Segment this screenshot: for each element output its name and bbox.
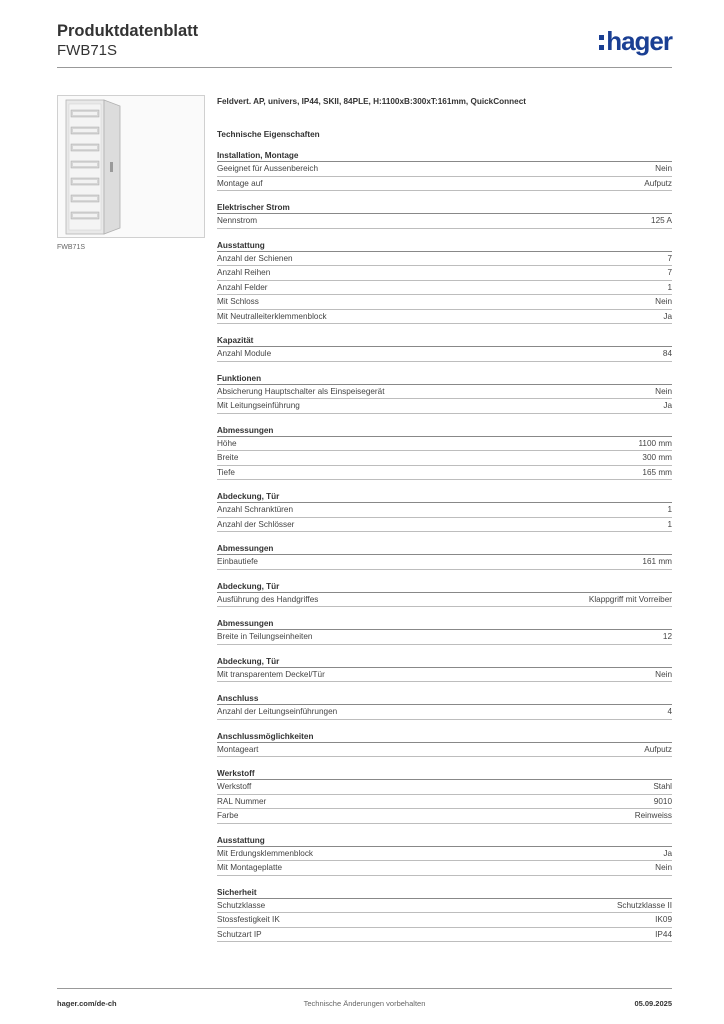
spec-value: 1 — [667, 282, 672, 292]
spec-row — [217, 847, 672, 862]
logo-text: hager — [606, 26, 672, 56]
spec-row — [217, 555, 672, 570]
spec-groups — [217, 149, 672, 942]
spec-label: Nennstrom — [217, 216, 258, 225]
spec-group — [217, 617, 672, 645]
spec-row — [217, 214, 672, 229]
spec-label: Höhe — [217, 438, 237, 448]
spec-value: Reinweiss — [634, 811, 672, 820]
spec-row — [217, 347, 672, 362]
spec-row — [217, 743, 672, 758]
spec-label: Breite in Teilungseinheiten — [217, 632, 313, 641]
spec-group — [217, 692, 672, 720]
spec-value: Stahl — [653, 782, 672, 791]
spec-row — [217, 466, 672, 481]
product-code: FWB71S — [57, 42, 118, 59]
spec-label: Absicherung Hauptschalter als Einspeisegerät — [217, 386, 385, 396]
spec-group — [217, 580, 672, 608]
document-title: Produktdatenblatt — [57, 22, 199, 40]
spec-row — [217, 437, 672, 452]
spec-label: Anzahl Module — [217, 349, 272, 358]
spec-value: Ja — [663, 848, 672, 858]
spec-value: 12 — [662, 632, 672, 641]
spec-group — [217, 372, 672, 414]
spec-label: Mit Schloss — [217, 297, 259, 306]
footer-date: 05.09.2025 — [634, 999, 672, 1008]
spec-row — [217, 780, 672, 795]
page-header — [57, 22, 672, 68]
spec-value: Nein — [655, 386, 672, 396]
spec-row — [217, 518, 672, 533]
spec-row — [217, 385, 672, 400]
spec-value: IK09 — [655, 915, 672, 924]
spec-value: 9010 — [653, 796, 672, 806]
logo-dots-icon — [599, 34, 604, 51]
spec-group — [217, 201, 672, 229]
spec-label: Anzahl der Schienen — [217, 253, 293, 263]
spec-label: Montageart — [217, 744, 259, 754]
spec-value: Nein — [655, 863, 672, 872]
spec-label: Mit transparentem Deckel/Tür — [217, 669, 325, 679]
spec-group-title: Abdeckung, Tür — [217, 490, 672, 503]
spec-row — [217, 266, 672, 281]
footer-disclaimer: Technische Änderungen vorbehalten — [303, 999, 426, 1008]
image-caption: FWB71S — [57, 244, 86, 251]
spec-value: 1100 mm — [638, 438, 672, 448]
spec-label: Geeignet für Aussenbereich — [217, 164, 319, 173]
spec-row — [217, 399, 672, 414]
spec-group-title: Werkstoff — [217, 767, 672, 780]
spec-label: Farbe — [217, 811, 239, 820]
spec-group — [217, 424, 672, 481]
footer-website: hager.com/de-ch — [57, 999, 117, 1008]
spec-row — [217, 809, 672, 824]
spec-row — [217, 668, 672, 683]
spec-row — [217, 503, 672, 518]
spec-label: Tiefe — [217, 467, 235, 477]
spec-label: RAL Nummer — [217, 796, 267, 806]
product-image — [57, 95, 205, 238]
spec-group — [217, 334, 672, 362]
spec-group — [217, 239, 672, 325]
spec-group-title: Elektrischer Strom — [217, 201, 672, 214]
spec-value: 7 — [667, 253, 672, 263]
spec-group — [217, 834, 672, 876]
spec-group — [217, 767, 672, 824]
spec-group-title: Installation, Montage — [217, 149, 672, 162]
spec-value: Nein — [655, 164, 672, 173]
spec-value: Aufputz — [644, 744, 672, 754]
spec-value: 84 — [662, 349, 672, 358]
hager-logo — [599, 26, 672, 56]
spec-group-title: Abmessungen — [217, 424, 672, 437]
spec-value: Aufputz — [644, 178, 672, 188]
spec-value: 1 — [667, 505, 672, 514]
spec-label: Schutzart IP — [217, 929, 262, 939]
spec-group-title: Abmessungen — [217, 617, 672, 630]
spec-group-title: Abdeckung, Tür — [217, 655, 672, 668]
distribution-cabinet-icon — [58, 96, 204, 237]
spec-value: 1 — [667, 519, 672, 529]
spec-row — [217, 795, 672, 810]
spec-label: Anzahl Reihen — [217, 268, 271, 277]
spec-label: Anzahl Felder — [217, 282, 268, 292]
spec-group-title: Anschlussmöglichkeiten — [217, 730, 672, 743]
spec-group-title: Ausstattung — [217, 834, 672, 847]
spec-value: IP44 — [655, 929, 672, 939]
spec-label: Mit Montageplatte — [217, 863, 283, 872]
spec-label: Werkstoff — [217, 782, 252, 791]
spec-row — [217, 705, 672, 720]
spec-label: Mit Neutralleiterklemmenblock — [217, 311, 327, 321]
product-description: Feldvert. AP, univers, IP44, SKII, 84PLE, H:1100xB:300xT:161mm, QuickConnect — [217, 97, 526, 106]
spec-value: 165 mm — [642, 467, 672, 477]
spec-label: Anzahl Schranktüren — [217, 505, 294, 514]
spec-value: Nein — [655, 669, 672, 679]
spec-label: Einbautiefe — [217, 557, 258, 566]
spec-row — [217, 899, 672, 914]
spec-group-title: Ausstattung — [217, 239, 672, 252]
spec-row — [217, 451, 672, 466]
spec-row — [217, 928, 672, 943]
spec-row — [217, 593, 672, 608]
spec-row — [217, 162, 672, 177]
spec-label: Breite — [217, 453, 239, 462]
spec-group — [217, 730, 672, 758]
spec-row — [217, 295, 672, 310]
spec-row — [217, 310, 672, 325]
spec-row — [217, 252, 672, 267]
spec-group-title: Abmessungen — [217, 542, 672, 555]
spec-label: Anzahl der Leitungseinführungen — [217, 707, 338, 716]
spec-row — [217, 177, 672, 192]
spec-value: Ja — [663, 311, 672, 321]
spec-label: Schutzklasse — [217, 900, 266, 910]
spec-group-title: Funktionen — [217, 372, 672, 385]
spec-group-title: Kapazität — [217, 334, 672, 347]
spec-label: Stossfestigkeit IK — [217, 915, 280, 924]
spec-label: Ausführung des Handgriffes — [217, 594, 319, 604]
spec-group-title: Anschluss — [217, 692, 672, 705]
spec-value: Klappgriff mit Vorreiber — [588, 594, 672, 604]
spec-label: Anzahl der Schlösser — [217, 519, 295, 529]
spec-value: 7 — [667, 268, 672, 277]
spec-value: Ja — [663, 401, 672, 410]
spec-label: Mit Leitungseinführung — [217, 401, 300, 410]
page-footer — [57, 988, 672, 1008]
spec-group — [217, 490, 672, 532]
spec-group-title: Abdeckung, Tür — [217, 580, 672, 593]
spec-label: Mit Erdungsklemmenblock — [217, 848, 314, 858]
spec-row — [217, 281, 672, 296]
spec-group-title: Sicherheit — [217, 886, 672, 899]
spec-value: 300 mm — [642, 453, 672, 462]
spec-value: 161 mm — [642, 557, 672, 566]
spec-group — [217, 886, 672, 943]
spec-value: 4 — [667, 707, 672, 716]
spec-group — [217, 655, 672, 683]
spec-value: Schutzklasse II — [616, 900, 672, 910]
spec-label: Montage auf — [217, 178, 263, 188]
spec-row — [217, 913, 672, 928]
product-content — [217, 96, 672, 952]
spec-value: 125 A — [651, 216, 672, 225]
spec-row — [217, 861, 672, 876]
spec-group — [217, 149, 672, 191]
section-heading: Technische Eigenschaften — [217, 130, 320, 139]
spec-group — [217, 542, 672, 570]
spec-row — [217, 630, 672, 645]
spec-value: Nein — [655, 297, 672, 306]
